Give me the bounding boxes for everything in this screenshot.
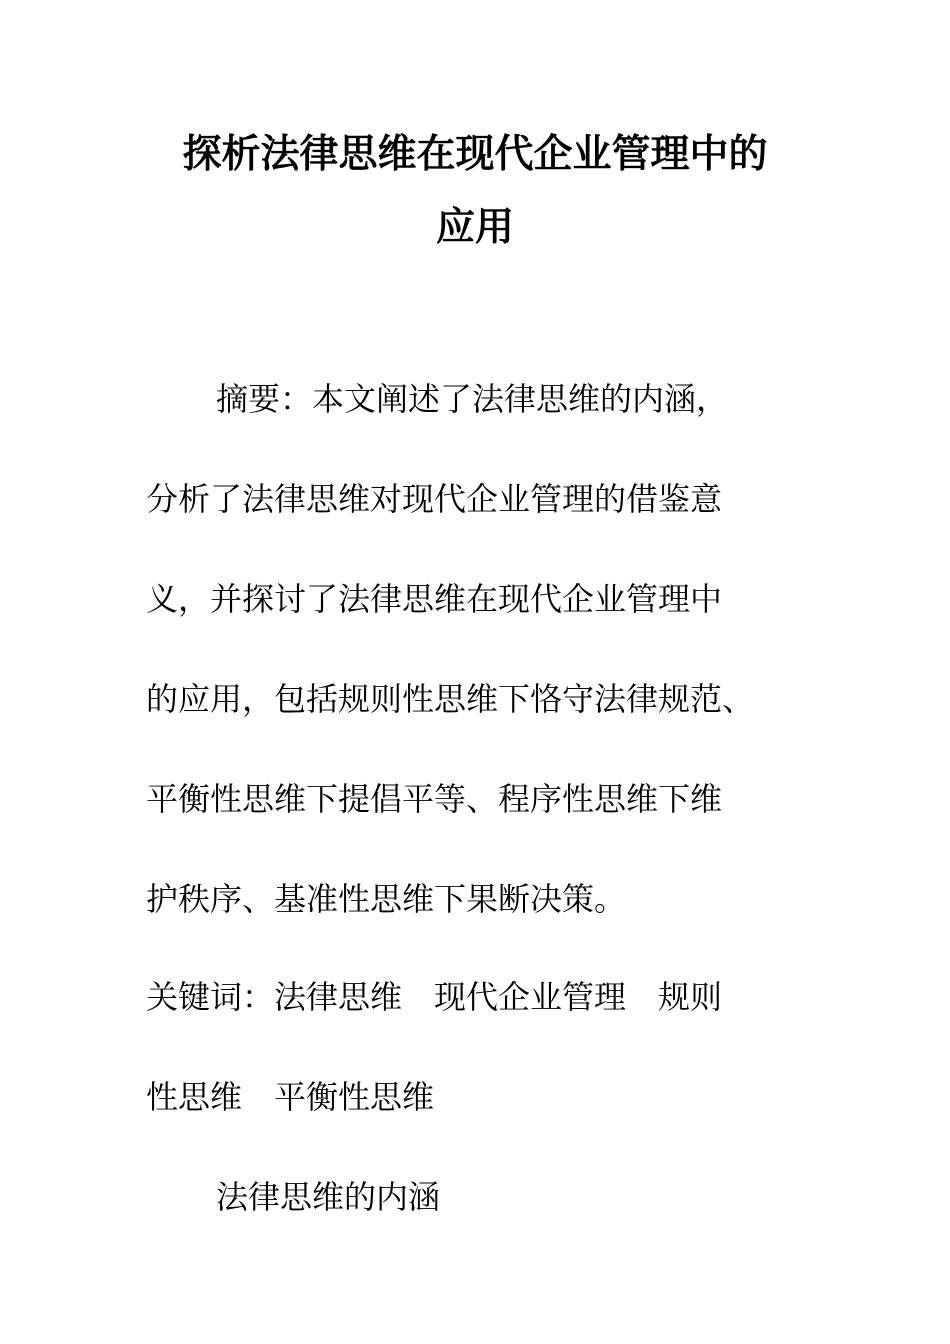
abstract-line-5: 平衡性思维下提倡平等、程序性思维下维 — [146, 780, 723, 818]
keywords-line-2: 性思维 平衡性思维 — [146, 1078, 435, 1116]
abstract-line-1: 摘要：本文阐述了法律思维的内涵， — [216, 380, 729, 418]
document-title-line-2: 应用 — [435, 204, 514, 250]
abstract-line-6: 护秩序、基准性思维下果断决策。 — [146, 880, 627, 918]
document-title-line-1: 探析法律思维在现代企业管理中的 — [182, 131, 768, 177]
keywords-line-1: 关键词：法律思维 现代企业管理 规则 — [146, 978, 723, 1016]
section-heading: 法律思维的内涵 — [216, 1178, 441, 1216]
abstract-line-3: 义，并探讨了法律思维在现代企业管理中 — [146, 580, 723, 618]
abstract-line-2: 分析了法律思维对现代企业管理的借鉴意 — [146, 480, 723, 518]
abstract-line-4: 的应用，包括规则性思维下恪守法律规范、 — [146, 680, 755, 718]
